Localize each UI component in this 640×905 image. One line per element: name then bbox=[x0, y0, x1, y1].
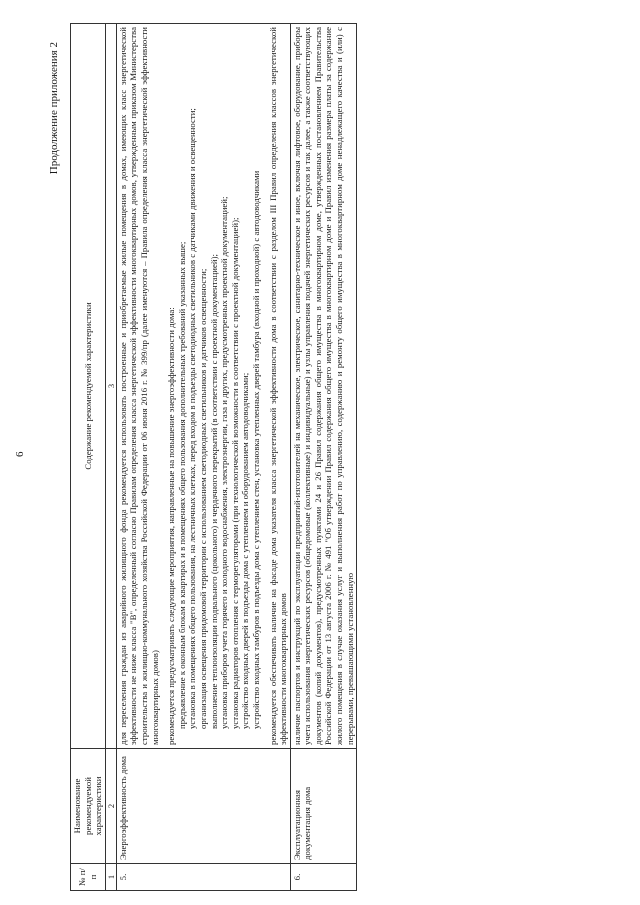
table-row bbox=[116, 24, 290, 891]
paragraph: рекомендуется обеспечивать наличие на фасаде дома указателя класса энергетической эффективности дома в соответствии с разделом III Правил определения классов энергетической эффективности многоквартирных домов bbox=[267, 27, 289, 745]
paragraph: наличие паспортов и инструкций по эксплуатации предприятий-изготовителей на механическое, электрическое, санитарно-техническое и иное, включая лифтовое, оборудование, приборы учета использования энергетических ресурсов (общедомовые (коллективные) и индивидуальные) и узлы управления подачей энергетических ресурсов и так далее, а также соответствующих документов (копий документов), предусмотренных пунктами 24 и 26 Правил содержания общего имущества в многоквартирном доме, утвержденных постановлением Правительства Российской Федерации от 13 августа 2006 г. № 491 "Об утверждении Правил содержания общего имущества в многоквартирном доме и Правил изменения размера платы за содержание жилого помещения в случае оказания услуг и выполнения работ по управлению, содержанию и ремонту общего имущества в многоквартирном доме ненадлежащего качества и (или) с перерывами, превышающими установленную bbox=[291, 27, 355, 745]
paragraph: устройство входных дверей в подъезды дома с утеплением и оборудованием автодоводчиками; bbox=[240, 372, 251, 729]
header-content: Содержание рекомендуемой характеристики bbox=[71, 24, 106, 749]
header-number: № п/п bbox=[71, 864, 106, 891]
paragraph: организация освещения придомовой территории с использованием светодиодных светильников и датчиков освещенности; bbox=[197, 268, 208, 729]
paragraph: установка приборов учета горячего и холодного водоснабжения, электроэнергии, газа и других, предусмотренных проектной документацией; bbox=[219, 196, 230, 729]
paragraph: выполнение теплоизоляции подвального (цокольного) и чердачного перекрытий (в соответствии с проектной документацией); bbox=[208, 254, 219, 729]
row-content bbox=[116, 24, 290, 749]
row-name: Эксплуатационная документация дома bbox=[290, 749, 357, 864]
row-name: Энергоэффективность дома bbox=[116, 749, 290, 864]
row-number: 6. bbox=[290, 864, 357, 891]
header-name: Наименование рекомендуемой характеристики bbox=[71, 749, 106, 864]
paragraph: установка в помещениях общего пользования, на лестничных клетках, перед входом в подъезды светодиодных светильников с датчиками движения и освещенности; bbox=[187, 108, 198, 729]
table-header-row bbox=[71, 24, 106, 891]
column-number: 3 bbox=[105, 24, 116, 749]
appendix-continuation-label: Продолжение приложения 2 bbox=[48, 42, 60, 175]
column-number-row bbox=[105, 24, 116, 891]
paragraph: устройство входных тамбуров в подъезды дома с утеплением стен, установка утепленных дверей тамбура (входной и проходной) с автодоводчиками bbox=[250, 170, 261, 729]
paragraph: установка радиаторов отопления с терморегуляторами (при технологической возможности в соответствии с проектной документацией); bbox=[229, 217, 240, 729]
characteristics-table bbox=[70, 23, 357, 891]
paragraph: для переселения граждан из аварийного жилищного фонда рекомендуется использовать построенные и приобретаемые жилые помещения в домах, имеющих класс энергетической эффективности не ниже класса "В", определенный согласно Правилам определения класса энергетической эффективности многоквартирных домов, утвержденным приказом Министерства строительства и жилищно-коммунального хозяйства Российской Федерации от 06 июня 2016 г. № 399/пр (далее именуются – Правила определения класса энергетической эффективности многоквартирных домов) bbox=[117, 27, 160, 745]
column-number: 1 bbox=[105, 864, 116, 891]
row-number: 5. bbox=[116, 864, 290, 891]
table-row bbox=[290, 24, 357, 891]
row-content bbox=[290, 24, 357, 749]
paragraph: рекомендуется предусматривать следующие мероприятия, направленные на повышение энергоэффективности дома: bbox=[166, 307, 177, 745]
column-number: 2 bbox=[105, 749, 116, 864]
page-number: 6 bbox=[14, 451, 26, 457]
paragraph: предъявление к оконным блокам в квартирах и в помещениях общего пользования дополнительных требований указанных выше; bbox=[176, 241, 187, 729]
